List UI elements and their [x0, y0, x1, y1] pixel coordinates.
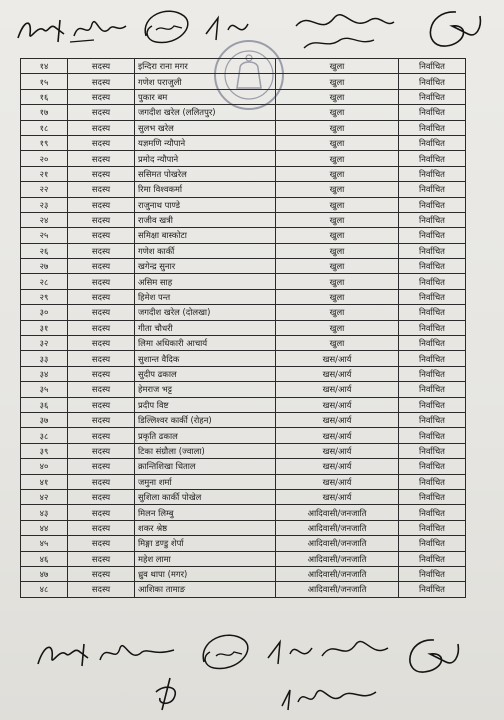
row-category: खुला	[276, 105, 399, 120]
row-status: निर्वाचित	[399, 305, 466, 320]
row-position: सदस्य	[68, 305, 135, 320]
table-row	[21, 59, 466, 74]
table-row	[21, 443, 466, 458]
row-position: सदस्य	[68, 459, 135, 474]
row-position: सदस्य	[68, 212, 135, 227]
row-number: ३५	[21, 382, 68, 397]
row-name: गीता चौधरी	[135, 320, 276, 335]
row-status: निर्वाचित	[399, 428, 466, 443]
row-number: २३	[21, 197, 68, 212]
row-category: खुला	[276, 259, 399, 274]
row-name: सुशान्त वैदिक	[135, 351, 276, 366]
table-row	[21, 228, 466, 243]
row-number: २७	[21, 259, 68, 274]
signature-6	[34, 634, 184, 674]
table-row	[21, 243, 466, 258]
row-status: निर्वाचित	[399, 582, 466, 597]
row-status: निर्वाचित	[399, 243, 466, 258]
row-name: डिल्लिश्वर कार्की (रोहन)	[135, 412, 276, 427]
row-status: निर्वाचित	[399, 320, 466, 335]
row-category: खस/आर्य	[276, 351, 399, 366]
row-number: १९	[21, 135, 68, 150]
table-row	[21, 489, 466, 504]
signature-4	[290, 6, 400, 56]
bottom-signatures	[0, 630, 504, 720]
row-position: सदस्य	[68, 443, 135, 458]
row-status: निर्वाचित	[399, 336, 466, 351]
row-number: १६	[21, 89, 68, 104]
row-status: निर्वाचित	[399, 474, 466, 489]
table-row	[21, 412, 466, 427]
table-row	[21, 120, 466, 135]
row-status: निर्वाचित	[399, 566, 466, 581]
signature-9	[318, 632, 398, 672]
row-category: खस/आर्य	[276, 474, 399, 489]
table-row	[21, 305, 466, 320]
table-row	[21, 89, 466, 104]
row-category: आदिवासी/जनजाति	[276, 536, 399, 551]
row-position: सदस्य	[68, 505, 135, 520]
row-category: खुला	[276, 166, 399, 181]
signature-5	[416, 4, 488, 54]
table-row	[21, 566, 466, 581]
signature-10	[396, 632, 466, 680]
table-row	[21, 505, 466, 520]
row-position: सदस्य	[68, 320, 135, 335]
row-position: सदस्य	[68, 551, 135, 566]
row-status: निर्वाचित	[399, 166, 466, 181]
row-number: २०	[21, 151, 68, 166]
row-position: सदस्य	[68, 228, 135, 243]
row-status: निर्वाचित	[399, 536, 466, 551]
row-number: १५	[21, 74, 68, 89]
row-category: आदिवासी/जनजाति	[276, 520, 399, 535]
row-status: निर्वाचित	[399, 228, 466, 243]
signature-7	[196, 630, 260, 676]
row-category: खुला	[276, 243, 399, 258]
row-status: निर्वाचित	[399, 443, 466, 458]
table-row	[21, 428, 466, 443]
row-position: सदस्य	[68, 105, 135, 120]
row-name: प्रमोद न्यौपाने	[135, 151, 276, 166]
table-row	[21, 459, 466, 474]
row-status: निर्वाचित	[399, 135, 466, 150]
row-position: सदस्य	[68, 489, 135, 504]
row-number: ४२	[21, 489, 68, 504]
row-number: ४८	[21, 582, 68, 597]
row-name: हिमेश पन्त	[135, 289, 276, 304]
row-position: सदस्य	[68, 74, 135, 89]
row-status: निर्वाचित	[399, 182, 466, 197]
signature-2	[138, 6, 198, 50]
row-number: ४४	[21, 520, 68, 535]
row-position: सदस्य	[68, 259, 135, 274]
row-status: निर्वाचित	[399, 366, 466, 381]
row-name: ससिमत पोखरेल	[135, 166, 276, 181]
row-name: क्रान्तिशिखा धिताल	[135, 459, 276, 474]
row-name: प्रकृति ढकाल	[135, 428, 276, 443]
row-number: ३४	[21, 366, 68, 381]
row-name: रिमा विश्वकर्मा	[135, 182, 276, 197]
row-number: २८	[21, 274, 68, 289]
row-category: खुला	[276, 59, 399, 74]
row-category: खुला	[276, 182, 399, 197]
row-name: समिक्षा बास्कोटा	[135, 228, 276, 243]
row-category: खुला	[276, 89, 399, 104]
row-category: खुला	[276, 305, 399, 320]
signature-8	[262, 636, 322, 670]
row-name: असिम साह	[135, 274, 276, 289]
row-category: खुला	[276, 289, 399, 304]
row-name: ध्रुव थापा (मगर)	[135, 566, 276, 581]
row-position: सदस्य	[68, 182, 135, 197]
row-position: सदस्य	[68, 135, 135, 150]
row-number: ३९	[21, 443, 68, 458]
table-row	[21, 351, 466, 366]
row-name: लिमा अधिकारी आचार्य	[135, 336, 276, 351]
row-name: सुदीप ढकाल	[135, 366, 276, 381]
row-number: ४५	[21, 536, 68, 551]
row-number: २२	[21, 182, 68, 197]
row-category: खस/आर्य	[276, 443, 399, 458]
table-row	[21, 105, 466, 120]
row-status: निर्वाचित	[399, 120, 466, 135]
signature-1	[14, 10, 134, 50]
table-row	[21, 166, 466, 181]
row-position: सदस्य	[68, 474, 135, 489]
row-status: निर्वाचित	[399, 105, 466, 120]
row-position: सदस्य	[68, 351, 135, 366]
table-row	[21, 289, 466, 304]
row-status: निर्वाचित	[399, 74, 466, 89]
row-category: खस/आर्य	[276, 459, 399, 474]
row-position: सदस्य	[68, 566, 135, 581]
row-name: सुशिला कार्की पोखेल	[135, 489, 276, 504]
row-category: खस/आर्य	[276, 412, 399, 427]
row-number: ४६	[21, 551, 68, 566]
row-position: सदस्य	[68, 243, 135, 258]
row-status: निर्वाचित	[399, 197, 466, 212]
row-position: सदस्य	[68, 397, 135, 412]
row-status: निर्वाचित	[399, 289, 466, 304]
row-status: निर्वाचित	[399, 89, 466, 104]
row-category: आदिवासी/जनजाति	[276, 582, 399, 597]
row-position: सदस्य	[68, 120, 135, 135]
row-category: खस/आर्य	[276, 382, 399, 397]
row-status: निर्वाचित	[399, 520, 466, 535]
row-position: सदस्य	[68, 336, 135, 351]
row-name: आशिका तामाङ	[135, 582, 276, 597]
row-category: आदिवासी/जनजाति	[276, 551, 399, 566]
table-row	[21, 520, 466, 535]
row-name: राजुनाथ पाण्डे	[135, 197, 276, 212]
row-category: खुला	[276, 212, 399, 227]
row-category: आदिवासी/जनजाति	[276, 566, 399, 581]
row-number: ४०	[21, 459, 68, 474]
row-category: खस/आर्य	[276, 489, 399, 504]
row-category: आदिवासी/जनजाति	[276, 505, 399, 520]
row-number: २९	[21, 289, 68, 304]
row-name: जमुना शर्मा	[135, 474, 276, 489]
row-status: निर्वाचित	[399, 212, 466, 227]
row-number: १७	[21, 105, 68, 120]
row-category: खस/आर्य	[276, 366, 399, 381]
row-position: सदस्य	[68, 166, 135, 181]
row-position: सदस्य	[68, 412, 135, 427]
row-status: निर्वाचित	[399, 151, 466, 166]
table-row	[21, 151, 466, 166]
table-row	[21, 536, 466, 551]
row-number: ३३	[21, 351, 68, 366]
row-number: ३६	[21, 397, 68, 412]
row-name: जगदीश खरेल (ललितपुर)	[135, 105, 276, 120]
row-position: सदस्य	[68, 197, 135, 212]
row-name: खगेन्द्र सुनार	[135, 259, 276, 274]
row-status: निर्वाचित	[399, 382, 466, 397]
row-number: ३१	[21, 320, 68, 335]
row-number: २५	[21, 228, 68, 243]
row-status: निर्वाचित	[399, 489, 466, 504]
row-status: निर्वाचित	[399, 459, 466, 474]
row-number: २४	[21, 212, 68, 227]
row-position: सदस्य	[68, 151, 135, 166]
row-number: ३२	[21, 336, 68, 351]
row-category: खस/आर्य	[276, 397, 399, 412]
table-row	[21, 382, 466, 397]
row-name: मिङ्गा डण्डु शेर्पा	[135, 536, 276, 551]
row-category: खुला	[276, 74, 399, 89]
row-name: शकर श्रेष्ठ	[135, 520, 276, 535]
row-status: निर्वाचित	[399, 551, 466, 566]
table-row	[21, 274, 466, 289]
row-position: सदस्य	[68, 582, 135, 597]
row-position: सदस्य	[68, 520, 135, 535]
row-name: गणेश पराजुली	[135, 74, 276, 89]
row-number: ४७	[21, 566, 68, 581]
table-row	[21, 582, 466, 597]
row-category: खुला	[276, 135, 399, 150]
row-position: सदस्य	[68, 536, 135, 551]
table-row	[21, 182, 466, 197]
row-position: सदस्य	[68, 89, 135, 104]
roster-body	[21, 59, 466, 598]
row-number: ३०	[21, 305, 68, 320]
row-status: निर्वाचित	[399, 274, 466, 289]
row-name: हेमराज भट्ट	[135, 382, 276, 397]
row-position: सदस्य	[68, 59, 135, 74]
row-number: १८	[21, 120, 68, 135]
table-row	[21, 74, 466, 89]
row-position: सदस्य	[68, 382, 135, 397]
row-status: निर्वाचित	[399, 59, 466, 74]
row-position: सदस्य	[68, 428, 135, 443]
table-row	[21, 336, 466, 351]
row-category: खस/आर्य	[276, 428, 399, 443]
row-number: ४१	[21, 474, 68, 489]
row-name: पुकार बम	[135, 89, 276, 104]
row-number: १४	[21, 59, 68, 74]
signature-12	[276, 672, 396, 716]
signature-11	[150, 674, 190, 716]
row-category: खुला	[276, 120, 399, 135]
row-number: २६	[21, 243, 68, 258]
table-row	[21, 366, 466, 381]
row-position: सदस्य	[68, 289, 135, 304]
row-status: निर्वाचित	[399, 505, 466, 520]
table-row	[21, 320, 466, 335]
table-row	[21, 135, 466, 150]
table-row	[21, 197, 466, 212]
table-row	[21, 474, 466, 489]
row-category: खुला	[276, 197, 399, 212]
table-row	[21, 551, 466, 566]
row-status: निर्वाचित	[399, 397, 466, 412]
table-row	[21, 397, 466, 412]
member-roster-table	[20, 58, 466, 598]
row-category: खुला	[276, 151, 399, 166]
row-number: २१	[21, 166, 68, 181]
table-row	[21, 212, 466, 227]
row-category: खुला	[276, 336, 399, 351]
row-name: सुलभ खरेल	[135, 120, 276, 135]
row-number: ३८	[21, 428, 68, 443]
row-number: ४३	[21, 505, 68, 520]
row-status: निर्वाचित	[399, 259, 466, 274]
row-position: सदस्य	[68, 366, 135, 381]
row-name: टिका संग्रौला (ज्वाला)	[135, 443, 276, 458]
row-name: जगदीश खरेल (दोलखा)	[135, 305, 276, 320]
row-category: खुला	[276, 320, 399, 335]
row-category: खुला	[276, 274, 399, 289]
row-position: सदस्य	[68, 274, 135, 289]
row-status: निर्वाचित	[399, 351, 466, 366]
row-name: प्रदीप विष्ट	[135, 397, 276, 412]
row-name: महेश लामा	[135, 551, 276, 566]
row-name: गणेश कार्की	[135, 243, 276, 258]
row-name: यज्ञमणि न्यौपाने	[135, 135, 276, 150]
row-category: खुला	[276, 228, 399, 243]
row-status: निर्वाचित	[399, 412, 466, 427]
table-row	[21, 259, 466, 274]
row-number: ३७	[21, 412, 68, 427]
row-name: इन्दिरा राना मगर	[135, 59, 276, 74]
row-name: राजीव खत्री	[135, 212, 276, 227]
row-name: मिलन लिम्बु	[135, 505, 276, 520]
